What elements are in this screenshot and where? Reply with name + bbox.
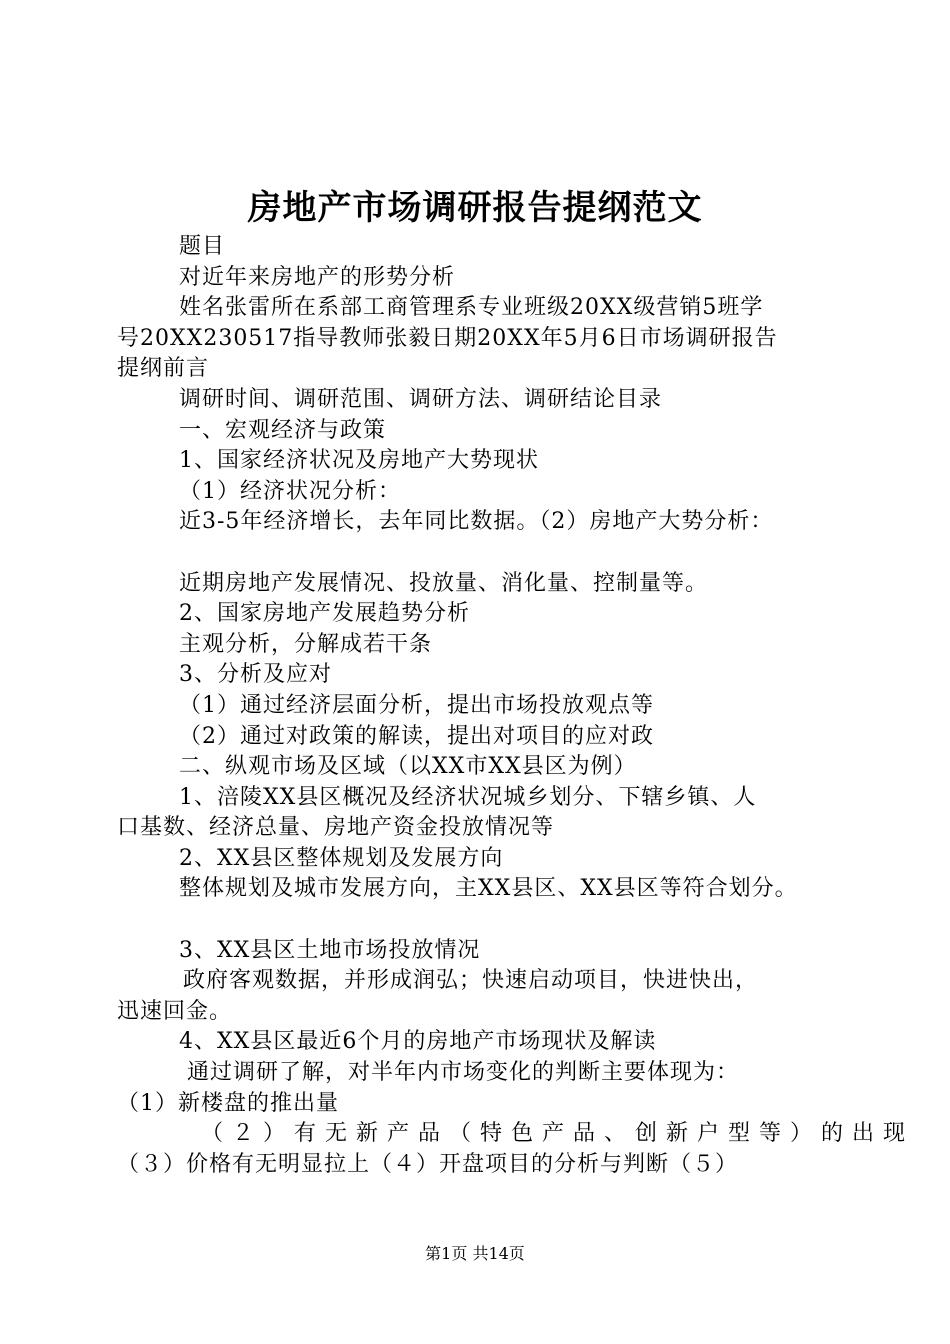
list-item: （1）新楼盘的推出量 — [117, 1090, 339, 1116]
subsection-heading: 3、XX县区土地市场投放情况 — [179, 937, 481, 963]
paragraph-text: 通过调研了解，对半年内市场变化的判断主要体现为： — [187, 1060, 740, 1086]
document-title: 房地产市场调研报告提纲范文 — [247, 188, 703, 228]
paragraph-text: 政府客观数据，并形成润弘；快速启动项目，快进快出， — [183, 968, 759, 994]
author-info-line: 姓名张雷所在系部工商管理系专业班级20XX级营销5班学 — [179, 295, 764, 321]
subsection-heading: 4、XX县区最近6个月的房地产市场现状及解读 — [179, 1029, 657, 1055]
paragraph-text: 整体规划及城市发展方向，主XX县区、XX县区等符合划分。 — [179, 876, 798, 902]
paragraph-text: 迅速回金。 — [117, 998, 233, 1024]
paragraph-text: 近期房地产发展情况、投放量、消化量、控制量等。 — [179, 570, 709, 596]
paragraph-text: 主观分析，分解成若干条 — [179, 631, 433, 657]
author-info-line: 号20XX230517指导教师张毅日期20XX年5月6日市场调研报告 — [117, 325, 778, 351]
subsection-heading: 3、分析及应对 — [179, 662, 332, 688]
topic-text: 对近年来房地产的形势分析 — [179, 264, 456, 290]
subsection-heading: 1、涪陵XX县区概况及经济状况城乡划分、下辖乡镇、人 — [179, 784, 757, 810]
subsection-heading: 2、XX县区整体规划及发展方向 — [179, 845, 504, 871]
list-item: （1）经济状况分析： — [179, 478, 401, 504]
blank-line — [117, 905, 847, 936]
blank-line — [117, 538, 847, 569]
paragraph-text: 近3-5年经济增长，去年同比数据。（2）房地产大势分析： — [179, 509, 774, 535]
list-item: （1）通过经济层面分析，提出市场投放观点等 — [179, 692, 654, 718]
section-heading: 二、纵观市场及区域（以XX市XX县区为例） — [179, 754, 637, 780]
subsection-heading: 2、国家房地产发展趋势分析 — [179, 601, 470, 627]
author-info-line: 提纲前言 — [117, 356, 210, 382]
section-heading: 一、宏观经济与政策 — [179, 417, 387, 443]
preface-text: 调研时间、调研范围、调研方法、调研结论目录 — [179, 386, 663, 412]
list-item: （2）通过对政策的解读，提出对项目的应对政 — [179, 723, 654, 749]
page-footer: 第1页 共14页 — [425, 1244, 525, 1263]
document-body — [117, 232, 915, 1180]
heading-topic: 题目 — [179, 234, 226, 259]
list-item: （２）有无新产品（特色产品、创新户型等）的出现 — [201, 1121, 915, 1147]
list-item: （３）价格有无明显拉上（４）开盘项目的分析与判断（５） — [117, 1151, 739, 1177]
subsection-heading: 1、国家经济状况及房地产大势现状 — [179, 448, 539, 474]
paragraph-text: 口基数、经济总量、房地产资金投放情况等 — [117, 815, 555, 841]
